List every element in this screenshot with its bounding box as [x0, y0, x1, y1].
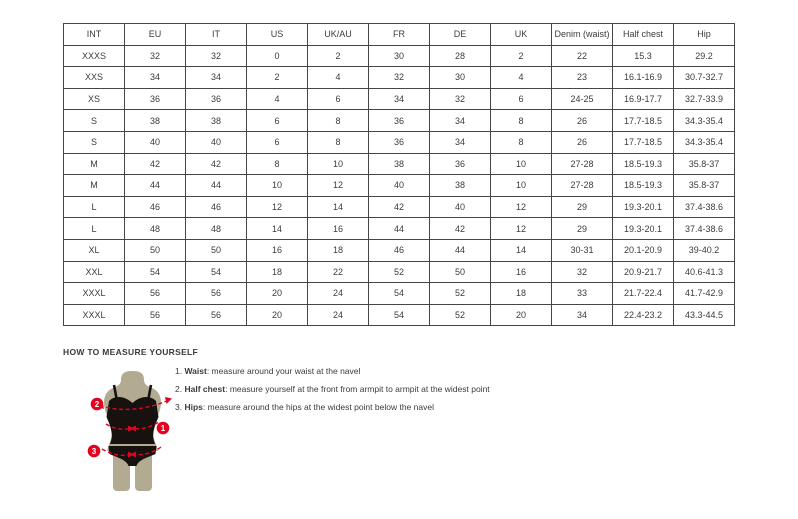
- table-cell: 32: [186, 45, 247, 67]
- table-cell: 28: [430, 45, 491, 67]
- table-cell: 24: [308, 283, 369, 305]
- step-text: : measure around the hips at the widest point below the navel: [202, 402, 434, 412]
- table-cell: 29: [552, 218, 613, 240]
- table-row: [64, 175, 735, 197]
- table-cell: XXS: [64, 67, 125, 89]
- table-cell: 42: [430, 218, 491, 240]
- table-cell: 40.6-41.3: [674, 261, 735, 283]
- table-cell: 32: [552, 261, 613, 283]
- table-cell: 56: [125, 304, 186, 326]
- size-chart-header: [64, 24, 735, 46]
- measure-step-waist: [175, 366, 575, 376]
- table-cell: 30: [430, 67, 491, 89]
- table-cell: 4: [308, 67, 369, 89]
- table-cell: 14: [308, 196, 369, 218]
- table-row: [64, 261, 735, 283]
- table-cell: S: [64, 110, 125, 132]
- table-cell: 6: [247, 110, 308, 132]
- table-cell: 56: [186, 304, 247, 326]
- table-cell: 18.5-19.3: [613, 153, 674, 175]
- table-cell: 23: [552, 67, 613, 89]
- table-cell: 30: [369, 45, 430, 67]
- table-cell: L: [64, 196, 125, 218]
- table-cell: 10: [491, 175, 552, 197]
- column-header: Denim (waist): [552, 24, 613, 46]
- table-cell: XL: [64, 239, 125, 261]
- table-cell: 35.8-37: [674, 175, 735, 197]
- table-row: [64, 45, 735, 67]
- table-cell: 34: [430, 110, 491, 132]
- step-label: Half chest: [184, 384, 226, 394]
- table-cell: XXXS: [64, 45, 125, 67]
- table-cell: 20: [491, 304, 552, 326]
- table-cell: 18: [247, 261, 308, 283]
- badge-waist: [157, 422, 170, 435]
- header-row: [64, 24, 735, 46]
- table-row: [64, 218, 735, 240]
- svg-text:3: 3: [91, 447, 97, 456]
- table-cell: 2: [308, 45, 369, 67]
- table-cell: 34: [369, 88, 430, 110]
- table-cell: 48: [186, 218, 247, 240]
- table-cell: 19.3-20.1: [613, 218, 674, 240]
- table-row: [64, 131, 735, 153]
- table-cell: 30-31: [552, 239, 613, 261]
- table-cell: 37.4-38.6: [674, 218, 735, 240]
- table-cell: 38: [430, 175, 491, 197]
- table-cell: 20: [247, 304, 308, 326]
- column-header: Hip: [674, 24, 735, 46]
- table-row: [64, 304, 735, 326]
- table-cell: 6: [308, 88, 369, 110]
- table-cell: 54: [125, 261, 186, 283]
- table-cell: 43.3-44.5: [674, 304, 735, 326]
- table-cell: 8: [247, 153, 308, 175]
- table-cell: 32.7-33.9: [674, 88, 735, 110]
- table-cell: 38: [125, 110, 186, 132]
- table-cell: 38: [369, 153, 430, 175]
- table-cell: 41.7-42.9: [674, 283, 735, 305]
- table-cell: 27-28: [552, 153, 613, 175]
- table-cell: 40: [125, 131, 186, 153]
- table-cell: 8: [308, 110, 369, 132]
- table-cell: S: [64, 131, 125, 153]
- table-cell: L: [64, 218, 125, 240]
- table-cell: 35.8-37: [674, 153, 735, 175]
- table-cell: 42: [125, 153, 186, 175]
- table-cell: 34: [430, 131, 491, 153]
- how-to-measure-heading: HOW TO MEASURE YOURSELF: [63, 347, 199, 357]
- table-cell: 42: [186, 153, 247, 175]
- measure-step-half-chest: [175, 384, 575, 394]
- table-cell: 16: [491, 261, 552, 283]
- table-cell: 32: [369, 67, 430, 89]
- table-row: [64, 239, 735, 261]
- table-cell: 36: [369, 110, 430, 132]
- table-cell: 27-28: [552, 175, 613, 197]
- table-cell: 44: [125, 175, 186, 197]
- table-cell: 54: [186, 261, 247, 283]
- table-cell: XS: [64, 88, 125, 110]
- table-cell: 2: [247, 67, 308, 89]
- table-cell: 44: [369, 218, 430, 240]
- table-cell: 16.9-17.7: [613, 88, 674, 110]
- table-cell: 4: [247, 88, 308, 110]
- table-row: [64, 110, 735, 132]
- measurement-figure: [85, 370, 185, 494]
- table-cell: 20: [247, 283, 308, 305]
- size-table-body: [64, 45, 735, 326]
- table-cell: 26: [552, 110, 613, 132]
- table-cell: 22: [552, 45, 613, 67]
- table-cell: 18.5-19.3: [613, 175, 674, 197]
- table-cell: 8: [491, 110, 552, 132]
- table-cell: 14: [247, 218, 308, 240]
- table-cell: 54: [369, 283, 430, 305]
- table-cell: 8: [491, 131, 552, 153]
- table-cell: 52: [430, 304, 491, 326]
- table-row: [64, 196, 735, 218]
- table-cell: 50: [430, 261, 491, 283]
- table-cell: M: [64, 153, 125, 175]
- table-cell: 34: [552, 304, 613, 326]
- table-cell: 40: [369, 175, 430, 197]
- svg-text:1: 1: [160, 424, 166, 433]
- column-header: IT: [186, 24, 247, 46]
- table-cell: 54: [369, 304, 430, 326]
- table-cell: 34: [186, 67, 247, 89]
- table-cell: 40: [186, 131, 247, 153]
- measure-instructions: [175, 366, 575, 420]
- table-cell: 30.7-32.7: [674, 67, 735, 89]
- step-label: Hips: [184, 402, 203, 412]
- column-header: EU: [125, 24, 186, 46]
- table-cell: 36: [125, 88, 186, 110]
- size-chart-table: [63, 23, 735, 326]
- table-cell: XXL: [64, 261, 125, 283]
- table-cell: 20.9-21.7: [613, 261, 674, 283]
- table-cell: 14: [491, 239, 552, 261]
- table-cell: 34: [125, 67, 186, 89]
- column-header: INT: [64, 24, 125, 46]
- badge-half-chest: [91, 398, 104, 411]
- table-cell: 22: [308, 261, 369, 283]
- table-cell: 19.3-20.1: [613, 196, 674, 218]
- table-cell: 56: [125, 283, 186, 305]
- table-cell: 16: [308, 218, 369, 240]
- badge-hips: [88, 445, 101, 458]
- table-cell: 32: [430, 88, 491, 110]
- column-header: FR: [369, 24, 430, 46]
- table-cell: 21.7-22.4: [613, 283, 674, 305]
- table-cell: 42: [369, 196, 430, 218]
- table-row: [64, 88, 735, 110]
- table-cell: 32: [125, 45, 186, 67]
- table-cell: 20.1-20.9: [613, 239, 674, 261]
- chest-arrow-right: [165, 397, 172, 404]
- table-cell: 12: [247, 196, 308, 218]
- mannequin-illustration: [85, 370, 185, 494]
- table-cell: XXXL: [64, 304, 125, 326]
- table-cell: 0: [247, 45, 308, 67]
- step-text: : measure yourself at the front from armpit to armpit at the widest point: [225, 384, 490, 394]
- table-cell: 52: [369, 261, 430, 283]
- table-cell: 50: [125, 239, 186, 261]
- table-cell: 10: [308, 153, 369, 175]
- table-cell: 34.3-35.4: [674, 131, 735, 153]
- table-row: [64, 67, 735, 89]
- table-cell: 18: [308, 239, 369, 261]
- table-cell: 6: [491, 88, 552, 110]
- table-row: [64, 283, 735, 305]
- table-cell: 46: [186, 196, 247, 218]
- step-number: 3.: [175, 402, 183, 412]
- table-cell: 44: [186, 175, 247, 197]
- step-text: : measure around your waist at the navel: [206, 366, 361, 376]
- table-cell: 12: [308, 175, 369, 197]
- column-header: UK/AU: [308, 24, 369, 46]
- table-cell: 37.4-38.6: [674, 196, 735, 218]
- table-cell: 46: [369, 239, 430, 261]
- table-cell: 18: [491, 283, 552, 305]
- table-cell: 36: [430, 153, 491, 175]
- svg-text:2: 2: [94, 400, 100, 409]
- table-cell: 29: [552, 196, 613, 218]
- table-cell: 16: [247, 239, 308, 261]
- table-cell: 15.3: [613, 45, 674, 67]
- table-cell: 36: [186, 88, 247, 110]
- table-cell: 50: [186, 239, 247, 261]
- table-cell: 12: [491, 196, 552, 218]
- table-cell: 26: [552, 131, 613, 153]
- table-cell: 10: [247, 175, 308, 197]
- step-number: 1.: [175, 366, 183, 376]
- table-cell: 4: [491, 67, 552, 89]
- table-cell: 44: [430, 239, 491, 261]
- step-number: 2.: [175, 384, 183, 394]
- column-header: US: [247, 24, 308, 46]
- camisole-top: [107, 397, 159, 444]
- table-cell: 2: [491, 45, 552, 67]
- table-cell: 24-25: [552, 88, 613, 110]
- table-cell: 17.7-18.5: [613, 131, 674, 153]
- table-cell: 46: [125, 196, 186, 218]
- column-header: Half chest: [613, 24, 674, 46]
- table-cell: XXXL: [64, 283, 125, 305]
- table-cell: 6: [247, 131, 308, 153]
- column-header: DE: [430, 24, 491, 46]
- measure-step-hips: [175, 402, 575, 412]
- table-cell: 39-40.2: [674, 239, 735, 261]
- step-label: Waist: [184, 366, 207, 376]
- table-cell: 24: [308, 304, 369, 326]
- table-cell: 29.2: [674, 45, 735, 67]
- table-row: [64, 153, 735, 175]
- table-cell: 48: [125, 218, 186, 240]
- table-cell: 10: [491, 153, 552, 175]
- table-cell: 38: [186, 110, 247, 132]
- table-cell: M: [64, 175, 125, 197]
- table-cell: 16.1-16.9: [613, 67, 674, 89]
- table-cell: 34.3-35.4: [674, 110, 735, 132]
- table-cell: 52: [430, 283, 491, 305]
- table-cell: 33: [552, 283, 613, 305]
- table-cell: 12: [491, 218, 552, 240]
- table-cell: 22.4-23.2: [613, 304, 674, 326]
- table-cell: 36: [369, 131, 430, 153]
- column-header: UK: [491, 24, 552, 46]
- table-cell: 56: [186, 283, 247, 305]
- table-cell: 8: [308, 131, 369, 153]
- table-cell: 40: [430, 196, 491, 218]
- table-cell: 17.7-18.5: [613, 110, 674, 132]
